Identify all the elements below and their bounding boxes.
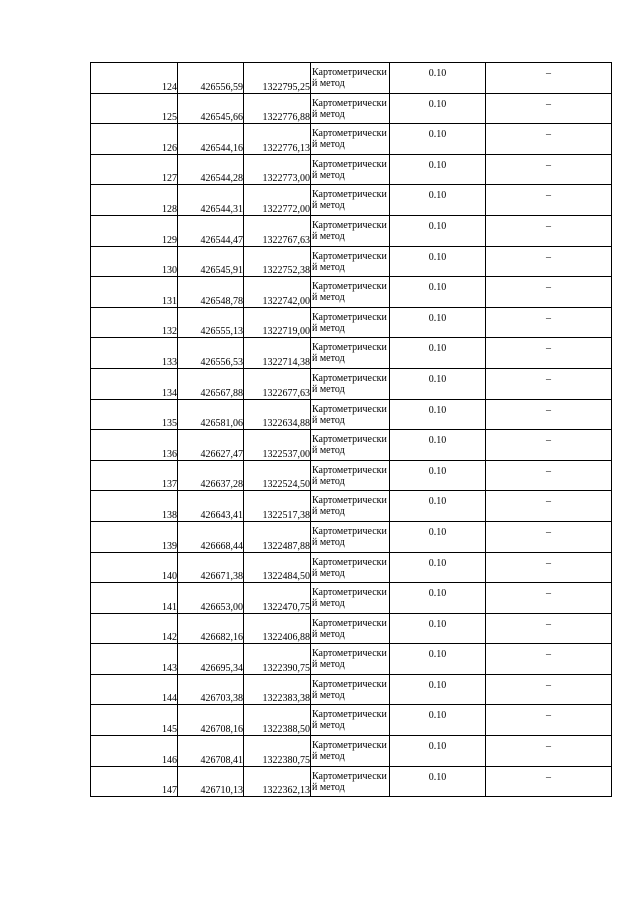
table-row (91, 399, 612, 430)
point-number-cell: 143 (91, 644, 178, 675)
y-coordinate-cell: 1322390,75 (244, 644, 311, 675)
description-cell: – (486, 277, 612, 308)
x-coordinate-cell: 426710,13 (178, 766, 244, 797)
method-cell: Картометрический метод (311, 491, 390, 522)
accuracy-cell: 0.10 (390, 491, 486, 522)
description-cell: – (486, 368, 612, 399)
y-coordinate-cell: 1322772,00 (244, 185, 311, 216)
point-number-cell: 127 (91, 154, 178, 185)
accuracy-cell: 0.10 (390, 368, 486, 399)
description-cell: – (486, 583, 612, 614)
method-cell: Картометрический метод (311, 583, 390, 614)
y-coordinate-cell: 1322517,38 (244, 491, 311, 522)
x-coordinate-cell: 426708,41 (178, 736, 244, 767)
x-coordinate-cell: 426708,16 (178, 705, 244, 736)
y-coordinate-cell: 1322380,75 (244, 736, 311, 767)
accuracy-cell: 0.10 (390, 185, 486, 216)
accuracy-cell: 0.10 (390, 124, 486, 155)
table-row (91, 613, 612, 644)
point-number-cell: 145 (91, 705, 178, 736)
x-coordinate-cell: 426671,38 (178, 552, 244, 583)
x-coordinate-cell: 426703,38 (178, 674, 244, 705)
table-row (91, 552, 612, 583)
point-number-cell: 130 (91, 246, 178, 277)
table-body (91, 63, 612, 797)
description-cell: – (486, 430, 612, 461)
method-cell: Картометрический метод (311, 307, 390, 338)
point-number-cell: 132 (91, 307, 178, 338)
description-cell: – (486, 124, 612, 155)
x-coordinate-cell: 426556,59 (178, 63, 244, 94)
table-row (91, 705, 612, 736)
description-cell: – (486, 338, 612, 369)
accuracy-cell: 0.10 (390, 307, 486, 338)
y-coordinate-cell: 1322742,00 (244, 277, 311, 308)
x-coordinate-cell: 426544,31 (178, 185, 244, 216)
x-coordinate-cell: 426581,06 (178, 399, 244, 430)
description-cell: – (486, 185, 612, 216)
accuracy-cell: 0.10 (390, 399, 486, 430)
description-cell: – (486, 644, 612, 675)
method-cell: Картометрический метод (311, 430, 390, 461)
point-number-cell: 125 (91, 93, 178, 124)
method-cell: Картометрический метод (311, 736, 390, 767)
accuracy-cell: 0.10 (390, 644, 486, 675)
accuracy-cell: 0.10 (390, 63, 486, 94)
point-number-cell: 131 (91, 277, 178, 308)
method-cell: Картометрический метод (311, 460, 390, 491)
method-cell: Картометрический метод (311, 63, 390, 94)
coordinates-table (90, 62, 612, 797)
description-cell: – (486, 521, 612, 552)
y-coordinate-cell: 1322470,75 (244, 583, 311, 614)
description-cell: – (486, 154, 612, 185)
accuracy-cell: 0.10 (390, 736, 486, 767)
point-number-cell: 134 (91, 368, 178, 399)
x-coordinate-cell: 426668,44 (178, 521, 244, 552)
x-coordinate-cell: 426548,78 (178, 277, 244, 308)
accuracy-cell: 0.10 (390, 521, 486, 552)
y-coordinate-cell: 1322795,25 (244, 63, 311, 94)
table-row (91, 63, 612, 94)
method-cell: Картометрический метод (311, 552, 390, 583)
method-cell: Картометрический метод (311, 154, 390, 185)
y-coordinate-cell: 1322388,50 (244, 705, 311, 736)
y-coordinate-cell: 1322719,00 (244, 307, 311, 338)
point-number-cell: 142 (91, 613, 178, 644)
description-cell: – (486, 63, 612, 94)
point-number-cell: 147 (91, 766, 178, 797)
point-number-cell: 139 (91, 521, 178, 552)
point-number-cell: 144 (91, 674, 178, 705)
method-cell: Картометрический метод (311, 338, 390, 369)
x-coordinate-cell: 426637,28 (178, 460, 244, 491)
method-cell: Картометрический метод (311, 644, 390, 675)
point-number-cell: 128 (91, 185, 178, 216)
y-coordinate-cell: 1322776,88 (244, 93, 311, 124)
method-cell: Картометрический метод (311, 368, 390, 399)
y-coordinate-cell: 1322767,63 (244, 215, 311, 246)
accuracy-cell: 0.10 (390, 552, 486, 583)
y-coordinate-cell: 1322383,38 (244, 674, 311, 705)
description-cell: – (486, 736, 612, 767)
method-cell: Картометрический метод (311, 185, 390, 216)
y-coordinate-cell: 1322752,38 (244, 246, 311, 277)
method-cell: Картометрический метод (311, 124, 390, 155)
x-coordinate-cell: 426682,16 (178, 613, 244, 644)
table-row (91, 185, 612, 216)
table-row (91, 154, 612, 185)
accuracy-cell: 0.10 (390, 674, 486, 705)
accuracy-cell: 0.10 (390, 613, 486, 644)
description-cell: – (486, 613, 612, 644)
method-cell: Картометрический метод (311, 93, 390, 124)
table-row (91, 277, 612, 308)
table-row (91, 215, 612, 246)
x-coordinate-cell: 426544,28 (178, 154, 244, 185)
method-cell: Картометрический метод (311, 215, 390, 246)
x-coordinate-cell: 426627,47 (178, 430, 244, 461)
x-coordinate-cell: 426653,00 (178, 583, 244, 614)
y-coordinate-cell: 1322537,00 (244, 430, 311, 461)
table-row (91, 766, 612, 797)
description-cell: – (486, 399, 612, 430)
description-cell: – (486, 705, 612, 736)
x-coordinate-cell: 426555,13 (178, 307, 244, 338)
table-row (91, 460, 612, 491)
table-row (91, 93, 612, 124)
table-row (91, 583, 612, 614)
accuracy-cell: 0.10 (390, 430, 486, 461)
accuracy-cell: 0.10 (390, 705, 486, 736)
point-number-cell: 126 (91, 124, 178, 155)
x-coordinate-cell: 426544,16 (178, 124, 244, 155)
point-number-cell: 136 (91, 430, 178, 461)
accuracy-cell: 0.10 (390, 766, 486, 797)
description-cell: – (486, 552, 612, 583)
y-coordinate-cell: 1322406,88 (244, 613, 311, 644)
table-row (91, 644, 612, 675)
point-number-cell: 129 (91, 215, 178, 246)
y-coordinate-cell: 1322677,63 (244, 368, 311, 399)
table-row (91, 307, 612, 338)
x-coordinate-cell: 426556,53 (178, 338, 244, 369)
table-row (91, 368, 612, 399)
x-coordinate-cell: 426567,88 (178, 368, 244, 399)
method-cell: Картометрический метод (311, 246, 390, 277)
description-cell: – (486, 246, 612, 277)
accuracy-cell: 0.10 (390, 246, 486, 277)
table-row (91, 124, 612, 155)
table-row (91, 736, 612, 767)
point-number-cell: 140 (91, 552, 178, 583)
y-coordinate-cell: 1322362,13 (244, 766, 311, 797)
y-coordinate-cell: 1322776,13 (244, 124, 311, 155)
description-cell: – (486, 93, 612, 124)
y-coordinate-cell: 1322714,38 (244, 338, 311, 369)
x-coordinate-cell: 426545,91 (178, 246, 244, 277)
x-coordinate-cell: 426544,47 (178, 215, 244, 246)
method-cell: Картометрический метод (311, 613, 390, 644)
y-coordinate-cell: 1322524,50 (244, 460, 311, 491)
accuracy-cell: 0.10 (390, 460, 486, 491)
description-cell: – (486, 460, 612, 491)
point-number-cell: 133 (91, 338, 178, 369)
point-number-cell: 146 (91, 736, 178, 767)
description-cell: – (486, 766, 612, 797)
description-cell: – (486, 674, 612, 705)
table-row (91, 521, 612, 552)
method-cell: Картометрический метод (311, 705, 390, 736)
method-cell: Картометрический метод (311, 277, 390, 308)
description-cell: – (486, 307, 612, 338)
accuracy-cell: 0.10 (390, 277, 486, 308)
y-coordinate-cell: 1322487,88 (244, 521, 311, 552)
y-coordinate-cell: 1322773,00 (244, 154, 311, 185)
method-cell: Картометрический метод (311, 521, 390, 552)
y-coordinate-cell: 1322484,50 (244, 552, 311, 583)
point-number-cell: 137 (91, 460, 178, 491)
accuracy-cell: 0.10 (390, 154, 486, 185)
x-coordinate-cell: 426695,34 (178, 644, 244, 675)
accuracy-cell: 0.10 (390, 583, 486, 614)
method-cell: Картометрический метод (311, 674, 390, 705)
table-row (91, 246, 612, 277)
method-cell: Картометрический метод (311, 399, 390, 430)
description-cell: – (486, 215, 612, 246)
y-coordinate-cell: 1322634,88 (244, 399, 311, 430)
point-number-cell: 141 (91, 583, 178, 614)
point-number-cell: 138 (91, 491, 178, 522)
method-cell: Картометрический метод (311, 766, 390, 797)
description-cell: – (486, 491, 612, 522)
accuracy-cell: 0.10 (390, 215, 486, 246)
table-row (91, 491, 612, 522)
point-number-cell: 135 (91, 399, 178, 430)
x-coordinate-cell: 426545,66 (178, 93, 244, 124)
table-row (91, 430, 612, 461)
accuracy-cell: 0.10 (390, 338, 486, 369)
table-row (91, 338, 612, 369)
table-row (91, 674, 612, 705)
x-coordinate-cell: 426643,41 (178, 491, 244, 522)
point-number-cell: 124 (91, 63, 178, 94)
accuracy-cell: 0.10 (390, 93, 486, 124)
